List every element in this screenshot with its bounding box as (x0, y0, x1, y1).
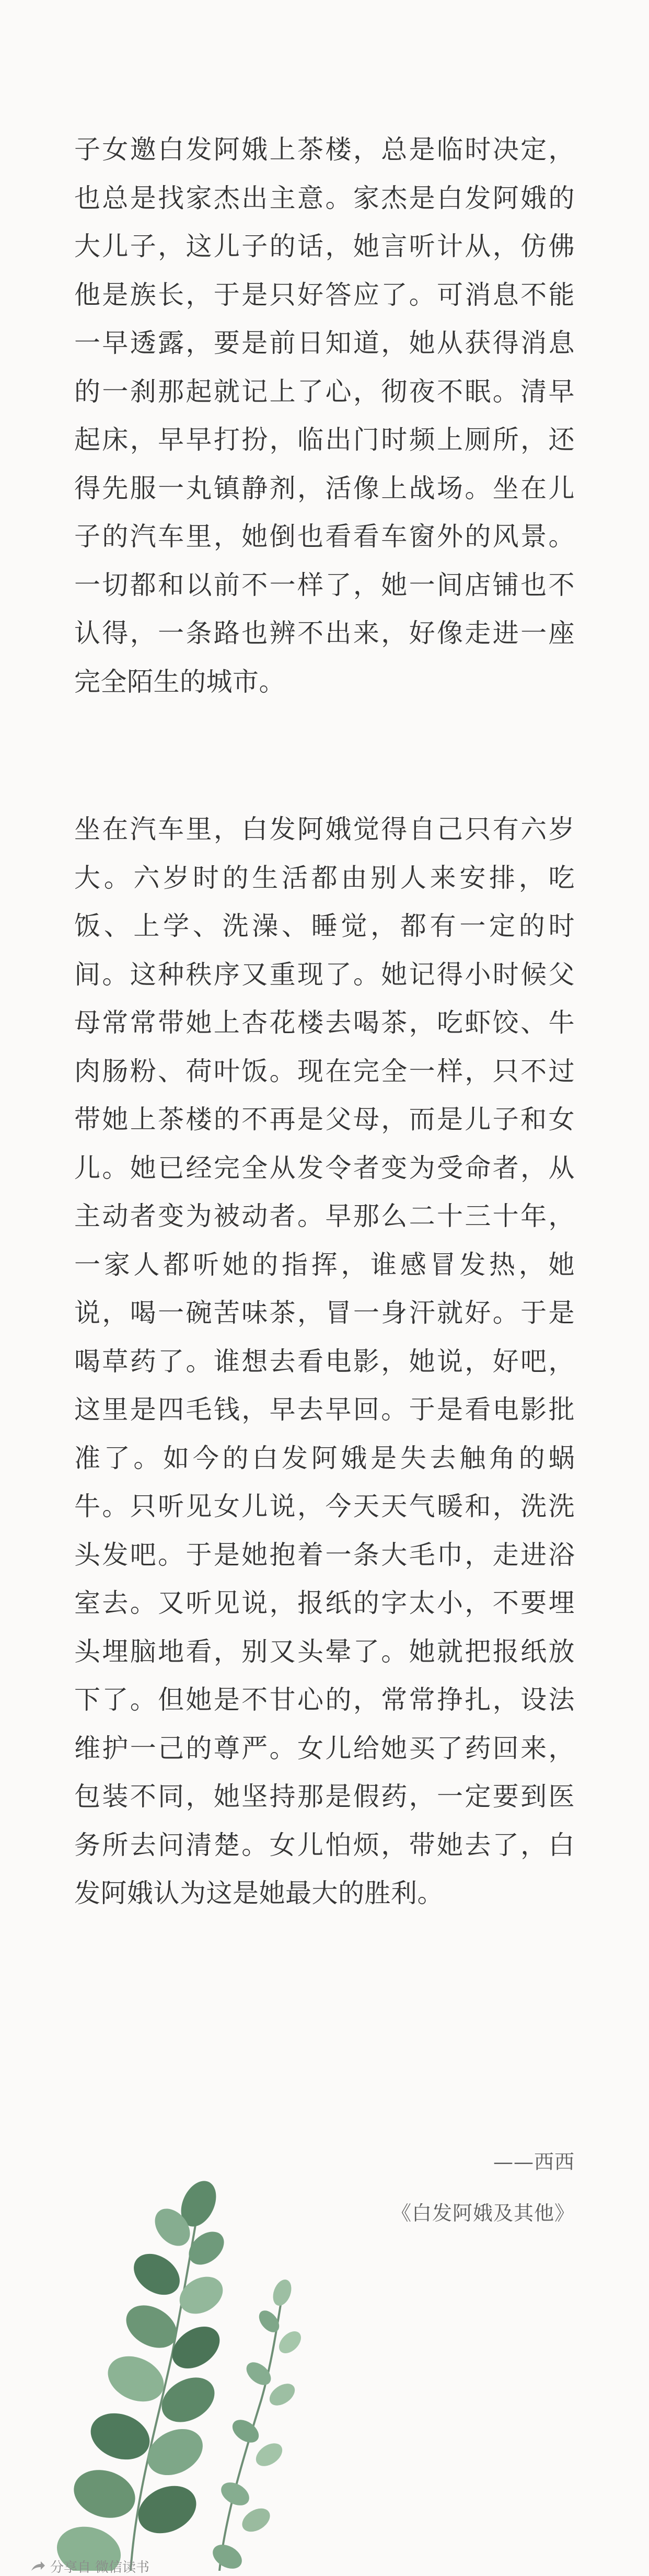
share-label: 分享自 (50, 2560, 91, 2575)
app-name: 微信读书 (95, 2560, 150, 2575)
paragraph-1: 子女邀白发阿娥上茶楼，总是临时决定，也总是找家杰出主意。家杰是白发阿娥的大儿子，这儿子的话，她言听计从，仿佛他是族长，于是只好答应了。可消息不能一早透露，要是前日知道，她从获得消息的一刹那起就记上了心，彻夜不眠。清早起床，早早打扮，临出门时频上厕所，还得先服一丸镇静剂，活像上战场。坐在儿子的汽车里，她倒也看看车窗外的风景。一切都和以前不一样了，她一间店铺也不认得，一条路也辨不出来，好像走进一座完全陌生的城市。 (74, 134, 575, 697)
leaf-cluster-right (208, 2277, 305, 2571)
author-attribution: ——西西 (493, 2150, 575, 2173)
share-footer[interactable] (30, 2557, 149, 2576)
book-title: 《白发阿娥及其他》 (391, 2202, 575, 2225)
paragraph-2: 坐在汽车里，白发阿娥觉得自己只有六岁大。六岁时的生活都由别人来安排，吃饭、上学、洗澡、睡觉，都有一定的时间。这种秩序又重现了。她记得小时候父母常常带她上杏花楼去喝茶，吃虾饺、牛肉肠粉、荷叶饭。现在完全一样，只不过带她上茶楼的不再是父母，而是儿子和女儿。她已经完全从发令者变为受命者，从主动者变为被动者。早那么二十三十年，一家人都听她的指挥，谁感冒发热，她说，喝一碗苦味茶，冒一身汗就好。于是喝草药了。谁想去看电影，她说，好吧，这里是四毛钱，早去早回。于是看电影批准了。如今的白发阿娥是失去触角的蜗牛。只听见女儿说，今天天气暖和，洗洗头发吧。于是她抱着一条大毛巾，走进浴室去。又听见说，报纸的字太小，不要埋头埋脑地看，别又头晕了。她就把报纸放下了。但她是不甘心的，常常挣扎，设法维护一己的尊严。女儿给她买了药回来，包装不同，她坚持那是假药，一定要到医务所去问清楚。女儿怕烦，带她去了，白发阿娥认为这是她最大的胜利。 (74, 814, 575, 1908)
eucalyptus-plant-illustration (0, 2154, 324, 2571)
leaf-cluster-left (51, 2176, 230, 2571)
